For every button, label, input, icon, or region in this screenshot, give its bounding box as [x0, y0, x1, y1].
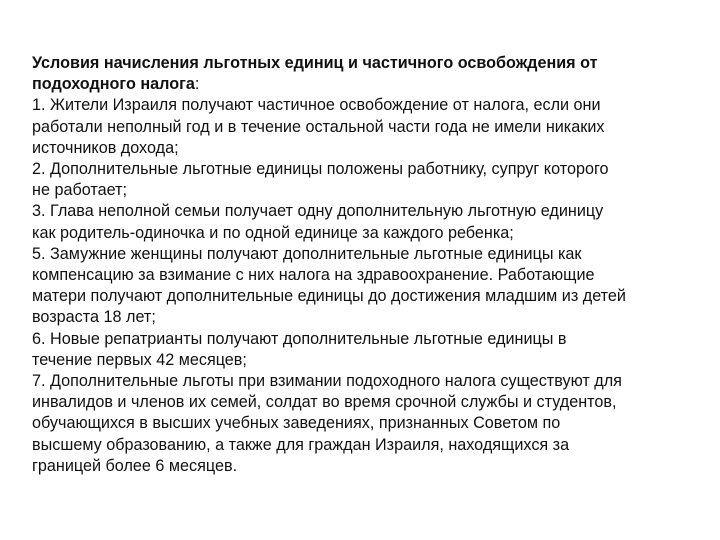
text-line: 6. Новые репатрианты получают дополнительные льготные единицы в [32, 329, 567, 348]
text-line: 1. Жители Израиля получают частичное освобождение от налога, если они [32, 96, 601, 115]
heading-line-2-text: подоходного налога [32, 75, 195, 94]
text-line: работали неполный год и в течение остальной части года не имели никаких [32, 117, 605, 136]
text-line: источников дохода; [32, 138, 179, 157]
text-line: матери получают дополнительные единицы до достижения младшим из детей [32, 287, 626, 306]
text-line: как родитель-одиночка и по одной единице за каждого ребенка; [32, 223, 514, 242]
heading-line-2 [32, 74, 697, 95]
text-line: 5. Замужние женщины получают дополнительные льготные единицы как [32, 244, 582, 263]
text-line: инвалидов и членов их семей, солдат во время срочной службы и студентов, [32, 393, 617, 412]
text-line: 2. Дополнительные льготные единицы положены работнику, супруг которого [32, 160, 609, 179]
text-line: 3. Глава неполной семьи получает одну дополнительную льготную единицу [32, 202, 604, 221]
text-line: течение первых 42 месяцев; [32, 350, 247, 369]
heading-colon: : [194, 75, 200, 94]
text-line: 7. Дополнительные льготы при взимании подоходного налога существуют для [32, 372, 622, 391]
text-line: обучающихся в высших учебных заведениях, признанных Советом по [32, 414, 561, 433]
heading-line-1: Условия начисления льготных единиц и частичного освобождения от [32, 54, 598, 72]
text-line: границей более 6 месяцев. [32, 456, 238, 475]
text-line: высшему образованию, а также для граждан Израиля, находящихся за [32, 435, 570, 454]
document-body [32, 53, 697, 477]
text-line: не работает; [32, 181, 127, 200]
text-line: компенсацию за взимание с них налога на здравоохранение. Работающие [32, 266, 595, 285]
text-line: возраста 18 лет; [32, 308, 156, 327]
